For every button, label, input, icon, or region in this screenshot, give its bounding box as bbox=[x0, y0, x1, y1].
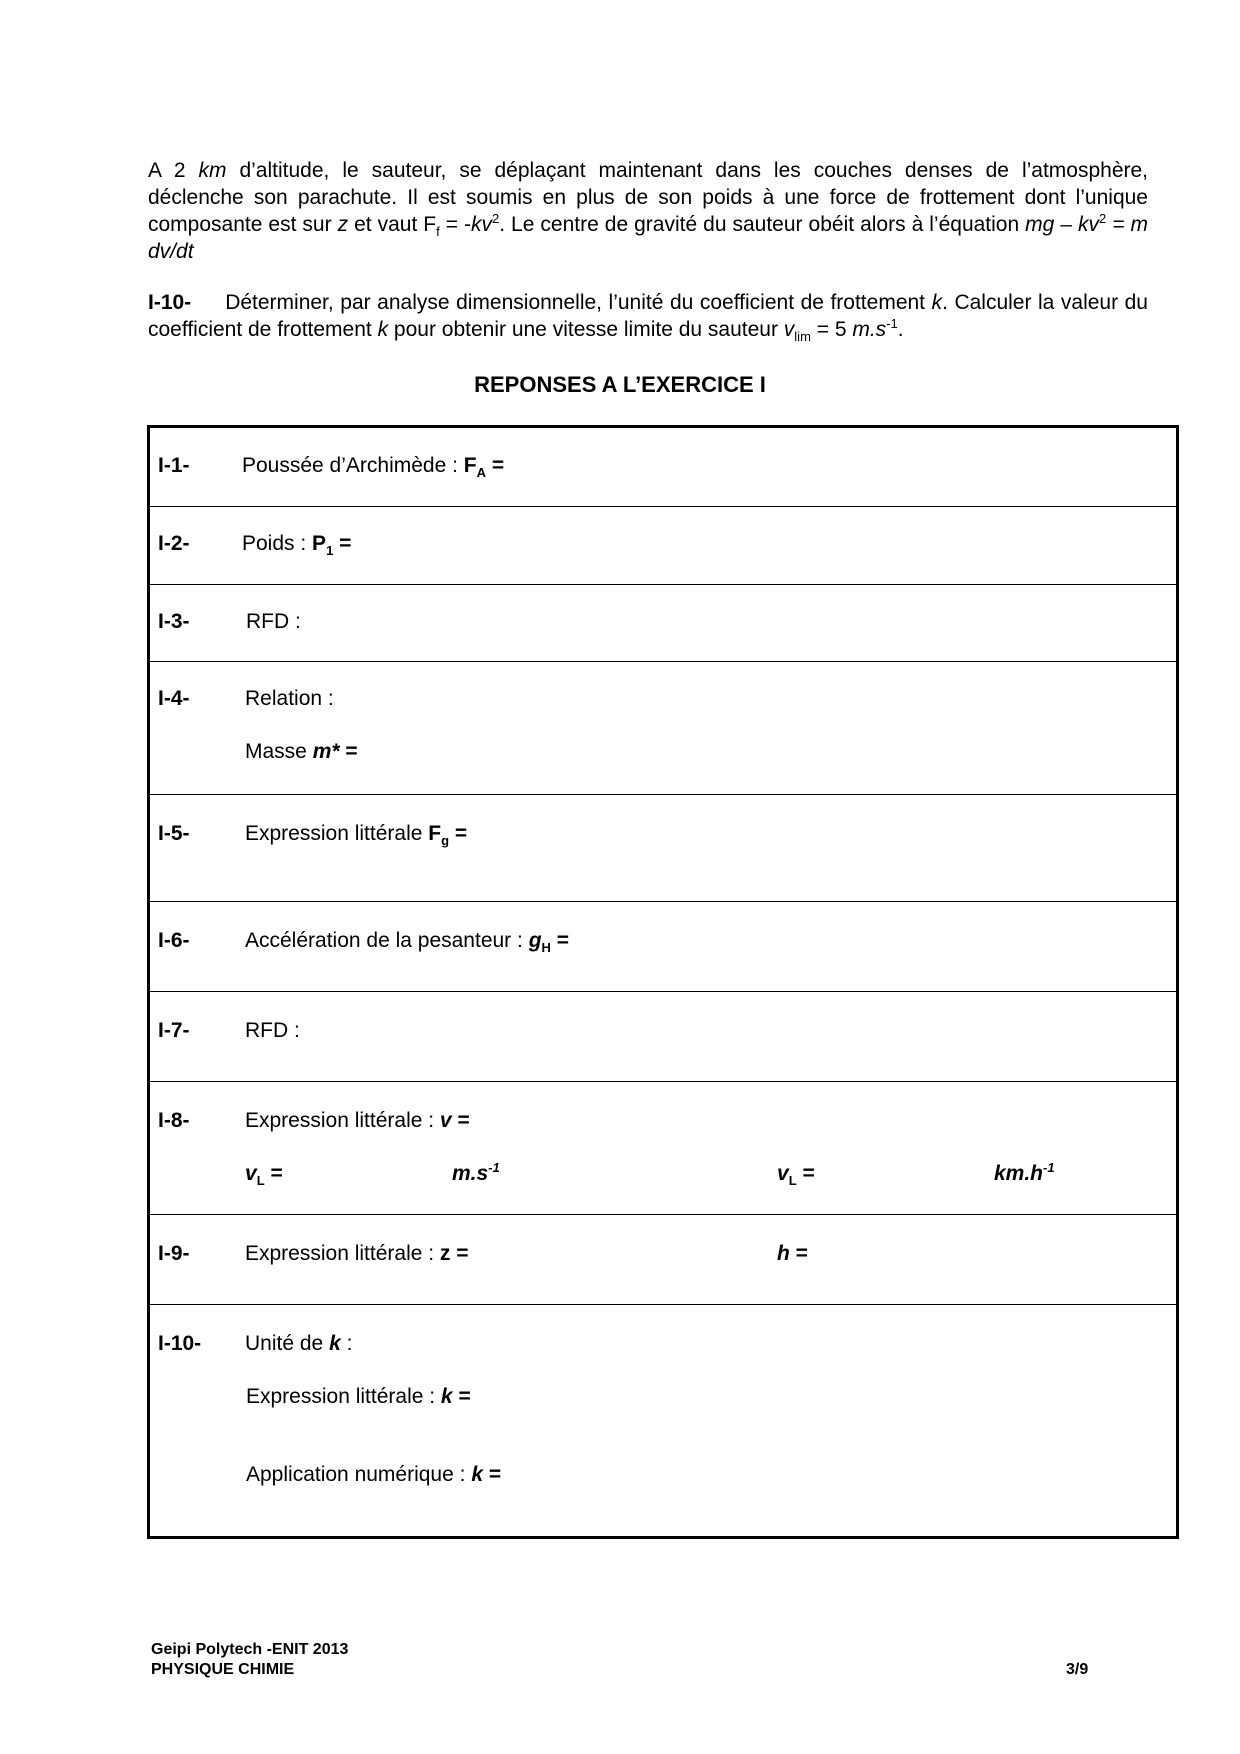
vl-kmh-label: $v_L$ = bbox=[777, 1162, 815, 1189]
footer bbox=[151, 1640, 348, 1680]
row-number: I-6- bbox=[158, 929, 190, 952]
question-number: I-10- bbox=[148, 291, 192, 314]
row-number: I-5- bbox=[158, 822, 190, 845]
footer-subject: PHYSIQUE CHIMIE bbox=[151, 1661, 295, 1678]
answer-row-i-9[interactable] bbox=[150, 1214, 1176, 1305]
vl-ms-label: $v_L$ = bbox=[245, 1162, 283, 1189]
answer-row-i-10[interactable] bbox=[150, 1304, 1176, 1536]
row-number: I-1- bbox=[158, 454, 190, 477]
h-label: h = bbox=[777, 1242, 808, 1265]
answer-label: Expression littérale $F_g$ = bbox=[245, 822, 468, 849]
answer-row-i-8[interactable] bbox=[150, 1081, 1176, 1215]
intro-paragraph: A 2 km d’altitude, le sauteur, se déplaçant maintenant dans les couches denses de l’atmosphère, déclenche son parachute. Il est soumis en plus de son poids à une force de frottement dont l’unique composante est sur z et vaut $F_f = -kv^2$. Le centre de gravité du sauteur obéit alors à l’équation mg – $kv^2 = m$ dv/dt bbox=[148, 159, 1148, 263]
row-number: I-8- bbox=[158, 1109, 190, 1132]
answer-row-i-1[interactable] bbox=[150, 428, 1176, 507]
answers-title: REPONSES A L’EXERCICE I bbox=[474, 372, 766, 397]
answer-row-i-4[interactable] bbox=[150, 661, 1176, 795]
answer-label: Expression littérale : z = bbox=[245, 1242, 469, 1265]
expression-k-label: Expression littérale : k = bbox=[246, 1385, 471, 1408]
answer-label: RFD : bbox=[245, 1019, 300, 1042]
unite-k-label: Unité de k : bbox=[245, 1332, 353, 1355]
answer-label: Expression littérale : v = bbox=[245, 1109, 470, 1132]
answer-label-masse: Masse m* = bbox=[245, 740, 358, 763]
question-i-10: I-10- Déterminer, par analyse dimensionnelle, l’unité du coefficient de frottement k. Calculer la valeur du coefficient de frottement k pour obtenir une vitesse limite du sauteur $v_{lim} = 5$ $m.s^{-1}$. bbox=[148, 291, 1148, 345]
unit-ms: $m.s^{-1}$ bbox=[452, 1160, 500, 1185]
answer-table bbox=[147, 425, 1179, 1539]
row-number: I-4- bbox=[158, 687, 190, 710]
row-number: I-9- bbox=[158, 1242, 190, 1265]
application-k-label: Application numérique : k = bbox=[246, 1463, 502, 1486]
answer-row-i-7[interactable] bbox=[150, 991, 1176, 1082]
answer-label: Poids : $P_1$ = bbox=[242, 532, 352, 559]
answer-row-i-3[interactable] bbox=[150, 584, 1176, 662]
answer-label: Accélération de la pesanteur : $g_H$ = bbox=[245, 929, 570, 956]
answer-label: Relation : bbox=[245, 687, 334, 710]
unit-kmh: $km.h^{-1}$ bbox=[994, 1160, 1055, 1185]
row-number: I-2- bbox=[158, 532, 190, 555]
page-number: 3/9 bbox=[1066, 1661, 1089, 1678]
answer-label: Poussée d’Archimède : $F_A$ = bbox=[242, 454, 505, 481]
row-number: I-10- bbox=[158, 1332, 202, 1355]
footer-school: Geipi Polytech -ENIT 2013 bbox=[151, 1641, 349, 1658]
row-number: I-3- bbox=[158, 610, 190, 633]
row-number: I-7- bbox=[158, 1019, 190, 1042]
answer-row-i-2[interactable] bbox=[150, 506, 1176, 585]
answer-row-i-6[interactable] bbox=[150, 901, 1176, 992]
answer-label: RFD : bbox=[246, 610, 301, 633]
answer-row-i-5[interactable] bbox=[150, 794, 1176, 902]
